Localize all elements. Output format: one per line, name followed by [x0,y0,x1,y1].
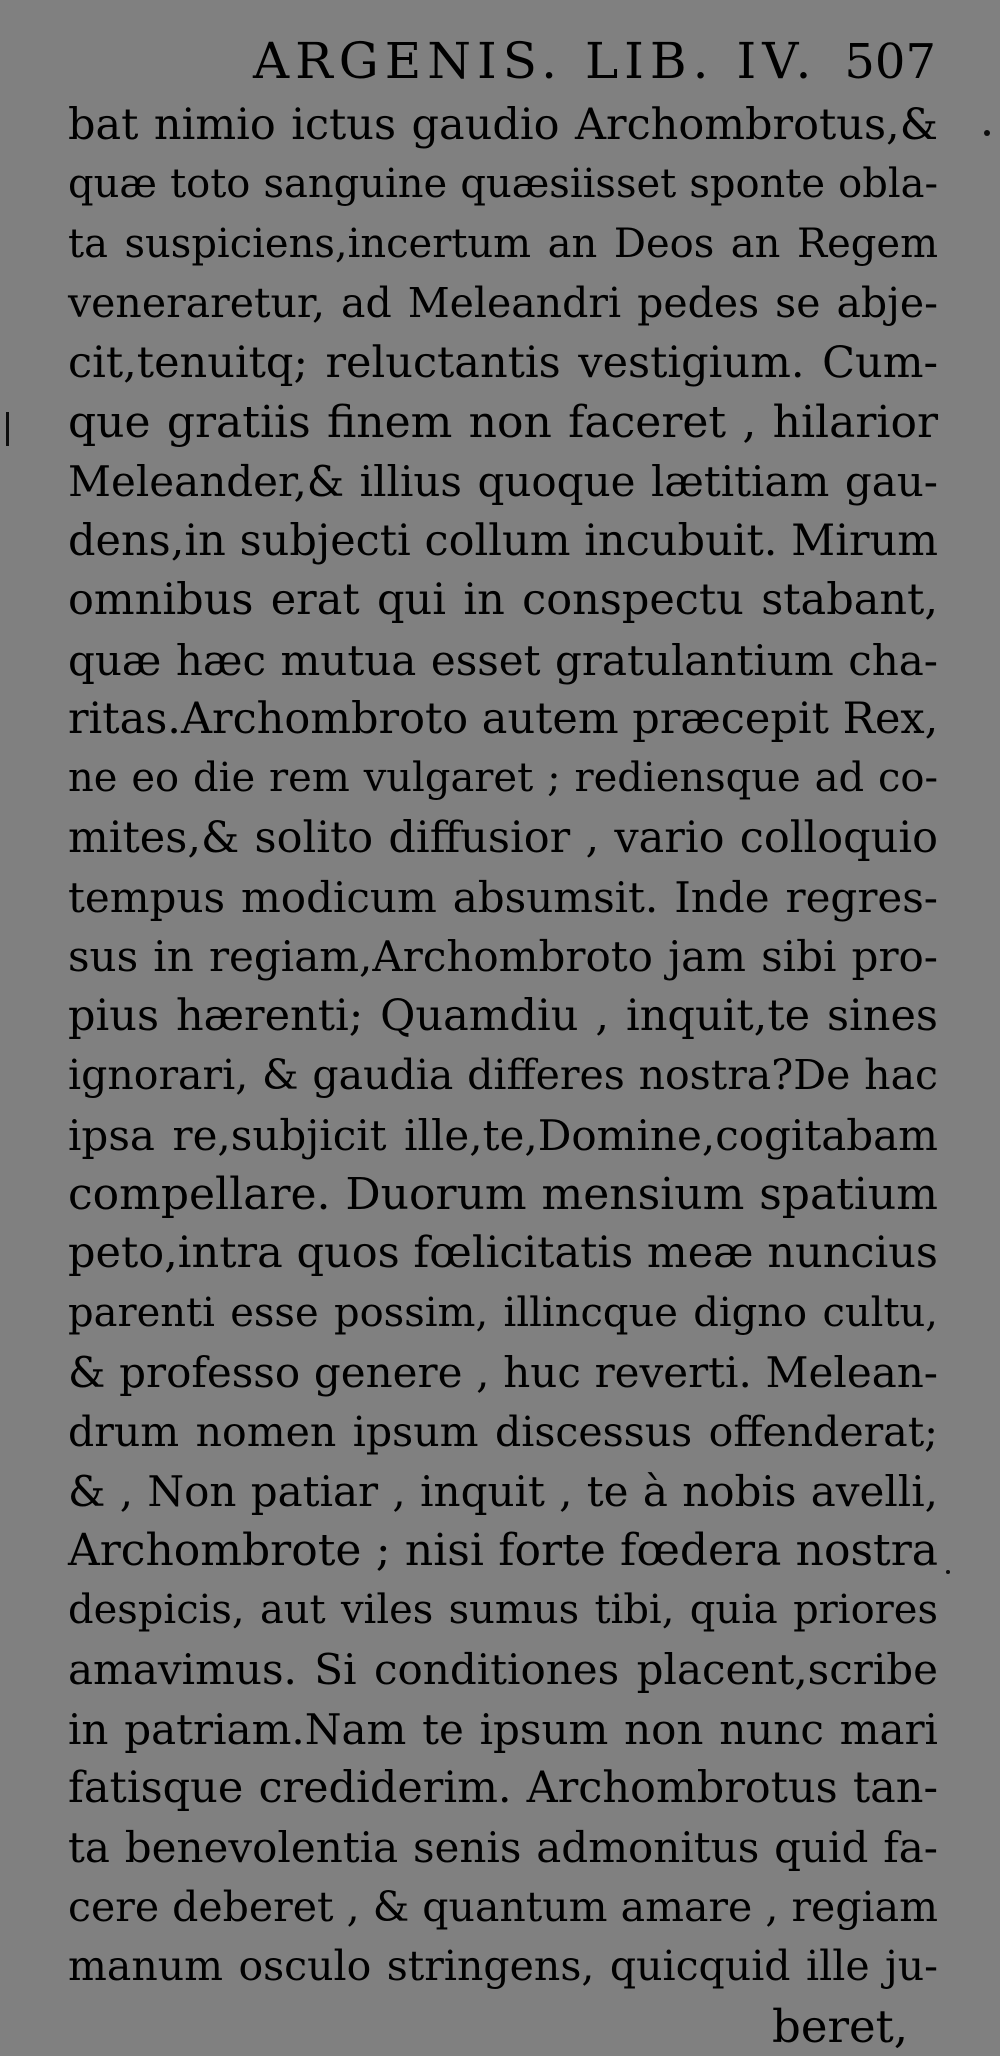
scan-speck [984,130,990,136]
text-line: ta suspiciens,incertum an Deos an Regem [68,220,938,267]
text-line: que gratiis finem non faceret , hilarior [68,396,938,448]
text-line: amavimus. Si conditiones placent,scribe [68,1645,938,1695]
text-line: pius hærenti; Quamdiu , inquit,te sines [68,990,938,1041]
text-line: cere deberet , & quantum amare , regiam [68,1882,938,1931]
text-line: & professo genere , huc reverti. Melean- [68,1348,938,1398]
body-text [68,96,938,2056]
text-line: mites,& solito diffusior , vario colloquio [68,812,938,863]
running-head [68,32,938,94]
text-line: ignorari, & gaudia differes nostra?De hac [68,1051,938,1100]
text-line: omnibus erat qui in conspectu stabant, [68,575,938,626]
text-line: Archombrote ; nisi forte fœdera nostra [68,1525,938,1577]
text-line: parenti esse possim, illincque digno cultu, [68,1289,938,1336]
text-line: fatisque crediderim. Archombrotus tan- [68,1762,938,1813]
text-line: & , Non patiar , inquit , te à nobis avelli, [68,1466,938,1516]
text-line: manum osculo stringens, quicquid ille ju- [68,1942,938,1991]
text-line: veneraretur, ad Meleandri pedes se abje- [68,279,938,328]
text-line: cit,tenuitq; reluctantis vestigium. Cum- [68,337,938,388]
text-line: quæ hæc mutua esset gratulantium cha- [68,635,938,685]
text-line: sus in regiam,Archombroto jam sibi pro- [68,932,938,982]
text-line: ipsa re,subjicit ille,te,Domine,cogitabam [68,1110,938,1160]
running-title: ARGENIS. LIB. IV. [253,32,818,90]
text-line: drum nomen ipsum discessus offenderat; [68,1407,938,1456]
text-line: dens,in subjecti collum incubuit. Mirum [68,515,938,566]
text-line: peto,intra quos fœlicitatis meæ nuncius [68,1228,938,1279]
text-line: tempus modicum absumsit. Inde regres- [68,873,938,923]
page-number: 507 [844,34,936,90]
text-line: compellare. Duorum mensium spatium [68,1169,938,1221]
text-line: in patriam.Nam te ipsum non nunc mari [68,1704,938,1754]
scan-speck [6,412,9,446]
text-line: ta benevolentia senis admonitus quid fa- [68,1823,938,1873]
text-line: ne eo die rem vulgaret ; rediensque ad co- [68,755,938,802]
text-line: ritas.Archombroto autem præcepit Rex, [68,693,939,744]
catchword: beret, [772,1999,908,2053]
scan-speck [946,1570,950,1574]
text-line: Meleander,& illius quoque lætitiam gau- [68,457,938,507]
text-line: bat nimio ictus gaudio Archombrotus,& [68,100,938,150]
text-line: quæ toto sanguine quæsiisset sponte obla- [68,161,938,208]
text-line: despicis, aut viles sumus tibi, quia priores [68,1586,938,1633]
